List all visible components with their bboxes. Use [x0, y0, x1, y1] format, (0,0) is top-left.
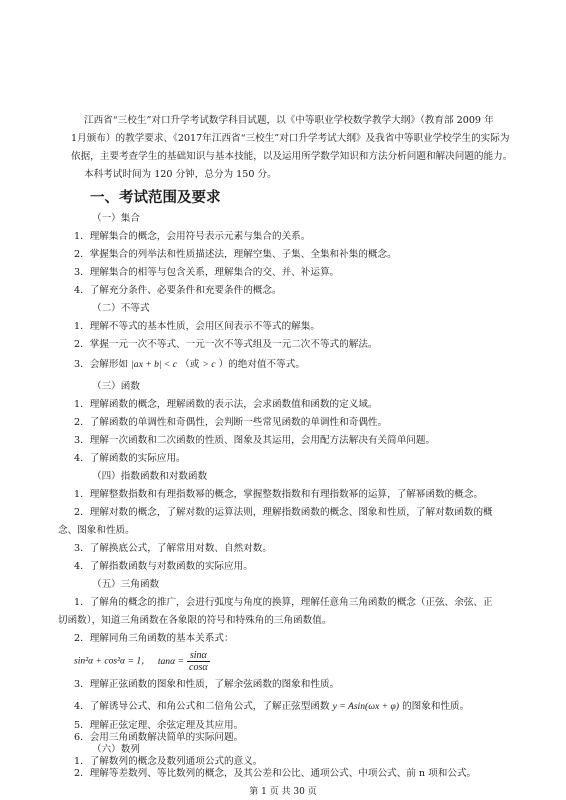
fraction-numerator: sinα [187, 650, 210, 662]
section-title-exp-log: （四）指数函数和对数函数 [92, 471, 208, 482]
list-item: 2．了解函数的单调性和奇偶性，会判断一些常见函数的单调性和奇偶性。 [74, 417, 388, 428]
intro-paragraph-line-2: 1月颁布）的教学要求、《2017年江西省“三校生”对口升学考试大纲》及我省中等职业学校学生的实际为 [71, 133, 510, 144]
list-item: 3．理解集合的相等与包含关系，理解集合的交、并、补运算。 [74, 267, 340, 278]
intro-paragraph-line-1: 江西省“三校生”对口升学考试数学科目试题，以《中等职业学校数学教学大纲》（教育部 2009 年 [84, 115, 494, 126]
list-item: 2．理解同角三角函数的基本关系式： [74, 633, 234, 644]
list-item: 1．了解数列的概念及数列通项公式的意义。 [74, 756, 263, 767]
list-item-text: 的图象和性质。 [402, 701, 470, 712]
section-title-trig: （五）三角函数 [92, 579, 160, 590]
list-item: 1．理解函数的概念，理解函数的表示法，会求函数值和函数的定义域。 [74, 399, 378, 410]
list-item: 1．理解整数指数和有理指数幂的概念，掌握整数指数和有理指数幂的运算，了解幂函数的概念。 [74, 489, 484, 500]
section-title-inequalities: （二）不等式 [92, 303, 150, 314]
section-heading: 一、考试范围及要求 [90, 190, 221, 206]
tan-identity-fraction [187, 650, 210, 673]
list-item: 3．理解正弦函数的图象和性质，了解余弦函数的图象和性质。 [74, 679, 340, 690]
list-item-text: 4．了解诱导公式、和角公式和二倍角公式，了解正弦型函数 [74, 701, 330, 712]
list-item: 2．掌握一元一次不等式、一元一次不等式组及一元二次不等式的解法。 [74, 339, 378, 350]
intro-paragraph-2: 本科考试时间为 120 分钟，总分为 150 分。 [84, 169, 277, 180]
intro-paragraph-line-3: 依据，主要考查学生的基础知识与基本技能，以及运用所学数学知识和方法分析问题和解决问题的能力。 [71, 151, 513, 162]
list-item-text: 3．会解形如 [74, 359, 129, 370]
list-item: 1．理解集合的概念，会用符号表示元素与集合的关系。 [74, 231, 311, 242]
list-item: 3．了解换底公式，了解常用对数、自然对数。 [74, 543, 272, 554]
list-item-abs-inequality [74, 359, 494, 371]
list-item: 2．掌握集合的列举法和性质描述法，理解空集、子集、全集和补集的概念。 [74, 249, 397, 260]
list-item: 4．了解充分条件、必要条件和充要条件的概念。 [74, 285, 282, 296]
list-item-sinusoid [74, 701, 494, 713]
list-item: 5．理解正弦定理、余弦定理及其应用。 [74, 720, 244, 731]
page-footer: 第 1 页 共 30 页 [249, 787, 317, 797]
alt-inequality-math: > c [202, 359, 216, 370]
list-item: 6．会用三角函数解决简单的实际问题。 [74, 732, 244, 743]
list-item: 4．了解函数的实际应用。 [74, 453, 186, 464]
list-item: 2．理解等差数列、等比数列的概念，及其公差和公比、通项公式、中项公式、前 n 项和公式。 [74, 768, 477, 779]
sinusoid-math: y = Asin(ωx + φ) [332, 701, 400, 712]
list-item: 2．理解对数的概念，了解对数的运算法则，理解指数函数的概念、图象和性质，了解对数函数的概 [74, 507, 493, 518]
list-item: 4．了解指数函数与对数函数的实际应用。 [74, 561, 253, 572]
fraction-denominator: cosα [189, 662, 208, 673]
list-item-text: （或 [180, 359, 200, 370]
tan-identity-lhs: tanα = [157, 655, 184, 667]
section-title-functions: （三）函数 [92, 381, 140, 392]
abs-inequality-math: |ax + b| < c [131, 359, 178, 370]
section-title-sequences: （六）数列 [92, 744, 140, 755]
list-item-text: ）的绝对值不等式。 [218, 359, 305, 370]
list-item: 1．理解不等式的基本性质，会用区间表示不等式的解集。 [74, 321, 320, 332]
list-item: 3．理解一次函数和二次函数的性质、图象及其运用，会用配方法解决有关简单问题。 [74, 435, 436, 446]
list-item-continuation: 切函数），知道三角函数在各象限的符号和特殊角的三角函数值。 [58, 615, 332, 626]
section-title-sets: （一）集合 [92, 213, 140, 224]
list-item-continuation: 念、图象和性质。 [58, 525, 135, 536]
trig-identity-formula [74, 650, 494, 674]
pythagorean-identity: sin²α + cos²α = 1， [74, 655, 151, 667]
list-item: 1．了解角的概念的推广，会进行弧度与角度的换算，理解任意角三角函数的概念（正弦、余弦、正 [74, 597, 493, 608]
